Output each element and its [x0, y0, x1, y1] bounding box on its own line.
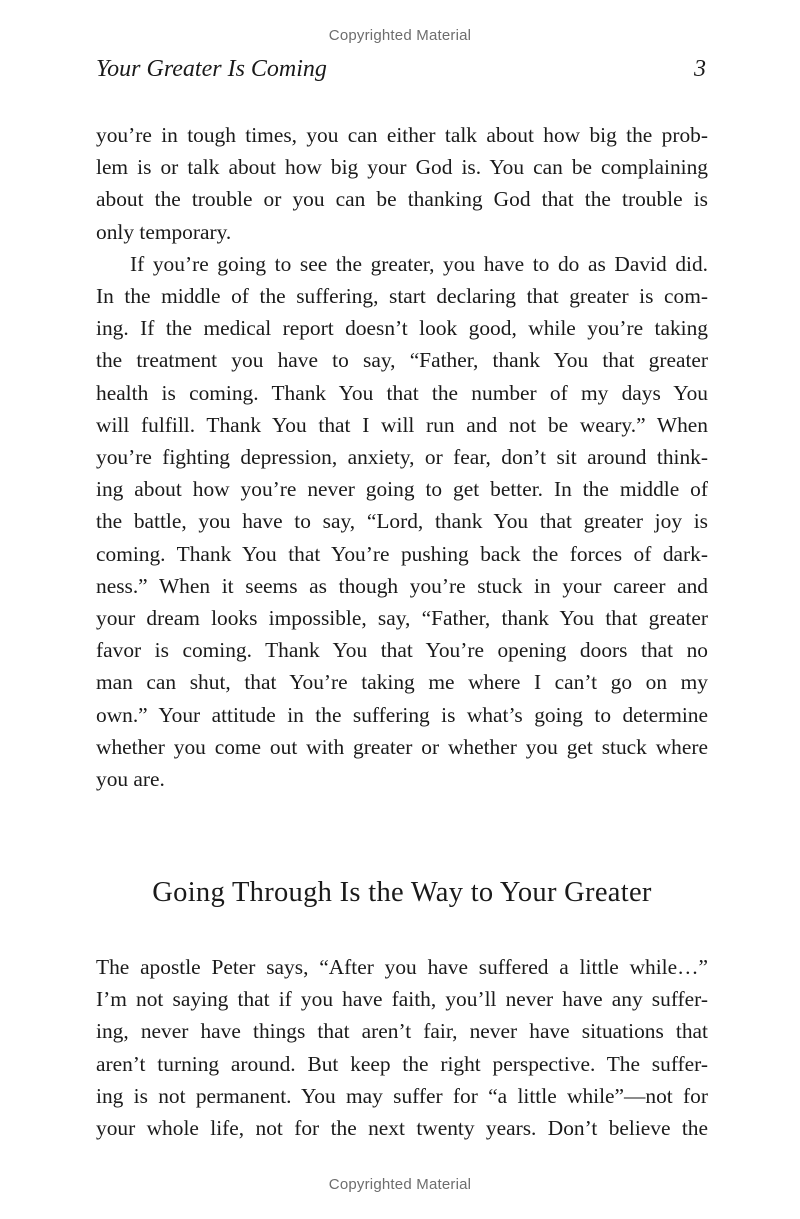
text-line: ness.” When it seems as though you’re stuck in your career and — [96, 573, 708, 598]
text-line: health is coming. Thank You that the number of my days You — [96, 380, 708, 405]
text-line: ing is not permanent. You may suffer for “a little while”—not for — [96, 1083, 708, 1108]
watermark-bottom: Copyrighted Material — [328, 1176, 472, 1193]
text-line: favor is coming. Thank You that You’re opening doors that no — [96, 638, 708, 663]
text-line: whether you come out with greater or whether you get stuck where — [96, 734, 708, 759]
text-line: lem is or talk about how big your God is. You can be complaining — [96, 155, 708, 180]
text-line: will fulfill. Thank You that I will run and not be weary.” When — [96, 412, 708, 437]
text-line: your dream looks impossible, say, “Father, thank You that greater — [96, 606, 708, 631]
text-line: the battle, you have to say, “Lord, thank You that greater joy is — [96, 509, 708, 534]
text-line: coming. Thank You that You’re pushing back the forces of dark- — [96, 541, 708, 566]
text-line: I’m not saying that if you have faith, you’ll never have any suffer- — [96, 987, 708, 1012]
paragraph-1 — [96, 119, 708, 248]
text-line: you’re fighting depression, anxiety, or fear, don’t sit around think- — [96, 445, 708, 470]
text-line: only temporary. — [96, 219, 232, 244]
text-line: In the middle of the suffering, start declaring that greater is com- — [96, 284, 708, 309]
text-line: the treatment you have to say, “Father, thank You that greater — [96, 348, 708, 373]
section-heading: Going Through Is the Way to Your Greater — [152, 877, 652, 908]
text-line: about the trouble or you can be thanking God that the trouble is — [96, 187, 708, 212]
text-line: ing about how you’re never going to get better. In the middle of — [96, 477, 708, 502]
text-line: ing, never have things that aren’t fair, never have situations that — [96, 1019, 708, 1044]
text-line: aren’t turning around. But keep the right perspective. The suffer- — [96, 1051, 708, 1076]
running-head — [96, 56, 708, 88]
watermark-top: Copyrighted Material — [328, 27, 472, 44]
paragraph-3 — [96, 951, 708, 1144]
body-text-upper — [96, 119, 708, 795]
text-line: your whole life, not for the next twenty years. Don’t believe the — [96, 1116, 708, 1141]
body-text-lower — [96, 951, 708, 1144]
text-line: ing. If the medical report doesn’t look good, while you’re taking — [96, 316, 708, 341]
running-title: Your Greater Is Coming — [96, 56, 327, 82]
text-line: If you’re going to see the greater, you have to do as David did. — [130, 251, 708, 276]
text-line: you’re in tough times, you can either talk about how big the prob- — [96, 123, 708, 147]
paragraph-2 — [96, 248, 708, 795]
text-line: man can shut, that You’re taking me where I can’t go on my — [96, 670, 708, 695]
page-number: 3 — [694, 56, 706, 82]
text-line: The apostle Peter says, “After you have suffered a little while…” — [96, 955, 708, 979]
text-line: you are. — [96, 767, 165, 792]
text-line: own.” Your attitude in the suffering is what’s going to determine — [96, 702, 708, 727]
